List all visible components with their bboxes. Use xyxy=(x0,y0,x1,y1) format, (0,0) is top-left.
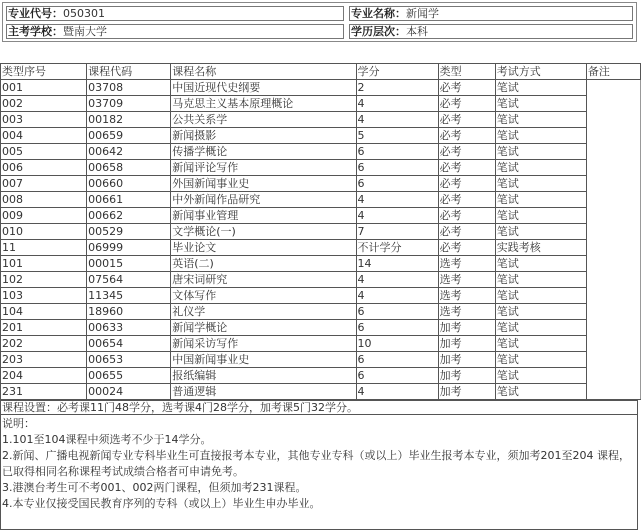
cell-credits: 4 xyxy=(356,192,438,208)
cell-name: 毕业论文 xyxy=(171,240,356,256)
cell-code: 00654 xyxy=(87,336,171,352)
cell-credits: 4 xyxy=(356,272,438,288)
header-remark: 备注 xyxy=(586,64,640,80)
cell-code: 03709 xyxy=(87,96,171,112)
table-row xyxy=(1,288,641,304)
cell-credits: 10 xyxy=(356,336,438,352)
header-credits: 学分 xyxy=(356,64,438,80)
cell-type: 必考 xyxy=(438,96,495,112)
course-settings: 课程设置：必考课11门48学分，选考课4门28学分，加考课5门32学分。 xyxy=(0,400,638,415)
cell-exam: 笔试 xyxy=(495,208,586,224)
cell-name: 唐宋词研究 xyxy=(171,272,356,288)
note-item: 2.新闻、广播电视新闻专业专科毕业生可直接报考本专业，其他专业专科（或以上）毕业生报考本专业，须加考201至204 课程，已取得相同名称课程考试成绩合格者可申请免考。 xyxy=(2,449,630,478)
cell-code: 00633 xyxy=(87,320,171,336)
major-code-value: 050301 xyxy=(63,7,105,20)
cell-credits: 7 xyxy=(356,224,438,240)
cell-seq: 203 xyxy=(1,352,87,368)
cell-exam: 实践考核 xyxy=(495,240,586,256)
table-row xyxy=(1,96,641,112)
cell-type: 必考 xyxy=(438,144,495,160)
note-item: 1.101至104课程中须选考不少于14学分。 xyxy=(2,433,212,446)
cell-type: 选考 xyxy=(438,272,495,288)
notes-section xyxy=(0,400,638,530)
cell-type: 必考 xyxy=(438,176,495,192)
cell-name: 新闻事业管理 xyxy=(171,208,356,224)
cell-type: 必考 xyxy=(438,208,495,224)
major-name-value: 新闻学 xyxy=(406,7,439,20)
course-table xyxy=(0,63,641,400)
cell-seq: 001 xyxy=(1,80,87,96)
cell-code: 00660 xyxy=(87,176,171,192)
cell-seq: 009 xyxy=(1,208,87,224)
cell-credits: 6 xyxy=(356,304,438,320)
cell-seq: 006 xyxy=(1,160,87,176)
table-row xyxy=(1,128,641,144)
cell-type: 加考 xyxy=(438,384,495,400)
table-row xyxy=(1,272,641,288)
cell-code: 00653 xyxy=(87,352,171,368)
cell-name: 报纸编辑 xyxy=(171,368,356,384)
cell-exam: 笔试 xyxy=(495,176,586,192)
cell-code: 07564 xyxy=(87,272,171,288)
cell-code: 00659 xyxy=(87,128,171,144)
cell-code: 00024 xyxy=(87,384,171,400)
note-item: 4.本专业仅接受国民教育序列的专科（或以上）毕业生申办毕业。 xyxy=(2,497,321,510)
cell-seq: 104 xyxy=(1,304,87,320)
cell-exam: 笔试 xyxy=(495,304,586,320)
level-value: 本科 xyxy=(406,25,428,38)
cell-name: 英语(二) xyxy=(171,256,356,272)
table-row xyxy=(1,176,641,192)
cell-seq: 204 xyxy=(1,368,87,384)
cell-code: 11345 xyxy=(87,288,171,304)
cell-type: 必考 xyxy=(438,112,495,128)
cell-exam: 笔试 xyxy=(495,80,586,96)
level-label: 学历层次： xyxy=(351,25,406,38)
major-code-cell xyxy=(6,6,344,21)
cell-credits: 6 xyxy=(356,352,438,368)
table-row xyxy=(1,144,641,160)
cell-exam: 笔试 xyxy=(495,192,586,208)
school-label: 主考学校： xyxy=(8,25,63,38)
cell-exam: 笔试 xyxy=(495,272,586,288)
major-name-label: 专业名称： xyxy=(351,7,406,20)
cell-type: 加考 xyxy=(438,368,495,384)
cell-type: 加考 xyxy=(438,320,495,336)
cell-code: 00655 xyxy=(87,368,171,384)
explanation-box xyxy=(0,415,638,530)
cell-name: 新闻学概论 xyxy=(171,320,356,336)
cell-seq: 002 xyxy=(1,96,87,112)
cell-type: 选考 xyxy=(438,304,495,320)
cell-credits: 6 xyxy=(356,176,438,192)
cell-exam: 笔试 xyxy=(495,320,586,336)
cell-credits: 5 xyxy=(356,128,438,144)
header-type: 类型 xyxy=(438,64,495,80)
table-row xyxy=(1,352,641,368)
cell-exam: 笔试 xyxy=(495,112,586,128)
table-row xyxy=(1,208,641,224)
cell-exam: 笔试 xyxy=(495,336,586,352)
table-row xyxy=(1,320,641,336)
cell-code: 06999 xyxy=(87,240,171,256)
cell-credits: 6 xyxy=(356,160,438,176)
cell-seq: 003 xyxy=(1,112,87,128)
header-exam: 考试方式 xyxy=(495,64,586,80)
table-row xyxy=(1,224,641,240)
cell-type: 必考 xyxy=(438,128,495,144)
cell-seq: 005 xyxy=(1,144,87,160)
cell-exam: 笔试 xyxy=(495,128,586,144)
cell-name: 传播学概论 xyxy=(171,144,356,160)
cell-credits: 不计学分 xyxy=(356,240,438,256)
cell-seq: 007 xyxy=(1,176,87,192)
cell-credits: 4 xyxy=(356,96,438,112)
table-row xyxy=(1,304,641,320)
cell-seq: 231 xyxy=(1,384,87,400)
cell-credits: 6 xyxy=(356,368,438,384)
cell-name: 中国新闻事业史 xyxy=(171,352,356,368)
cell-credits: 6 xyxy=(356,144,438,160)
cell-seq: 010 xyxy=(1,224,87,240)
cell-name: 礼仪学 xyxy=(171,304,356,320)
cell-exam: 笔试 xyxy=(495,144,586,160)
cell-credits: 14 xyxy=(356,256,438,272)
cell-exam: 笔试 xyxy=(495,352,586,368)
table-row xyxy=(1,368,641,384)
cell-exam: 笔试 xyxy=(495,288,586,304)
cell-type: 加考 xyxy=(438,352,495,368)
cell-code: 00529 xyxy=(87,224,171,240)
major-name-cell xyxy=(349,6,633,21)
cell-exam: 笔试 xyxy=(495,224,586,240)
cell-name: 普通逻辑 xyxy=(171,384,356,400)
cell-seq: 202 xyxy=(1,336,87,352)
notes-title: 说明： xyxy=(2,417,35,430)
remark-cell xyxy=(586,80,640,400)
cell-credits: 6 xyxy=(356,320,438,336)
cell-seq: 201 xyxy=(1,320,87,336)
school-value: 暨南大学 xyxy=(63,25,107,38)
major-code-label: 专业代号： xyxy=(8,7,63,20)
major-info-box xyxy=(2,2,637,42)
table-row xyxy=(1,80,641,96)
cell-name: 新闻摄影 xyxy=(171,128,356,144)
cell-credits: 4 xyxy=(356,384,438,400)
cell-code: 00015 xyxy=(87,256,171,272)
cell-credits: 4 xyxy=(356,112,438,128)
cell-name: 中外新闻作品研究 xyxy=(171,192,356,208)
cell-type: 选考 xyxy=(438,256,495,272)
cell-code: 00661 xyxy=(87,192,171,208)
cell-name: 中国近现代史纲要 xyxy=(171,80,356,96)
cell-name: 文体写作 xyxy=(171,288,356,304)
cell-type: 必考 xyxy=(438,224,495,240)
level-cell xyxy=(349,24,633,39)
table-row xyxy=(1,256,641,272)
cell-type: 加考 xyxy=(438,336,495,352)
header-name: 课程名称 xyxy=(171,64,356,80)
cell-exam: 笔试 xyxy=(495,256,586,272)
table-row xyxy=(1,336,641,352)
table-row xyxy=(1,160,641,176)
cell-code: 00182 xyxy=(87,112,171,128)
cell-name: 文学概论(一) xyxy=(171,224,356,240)
cell-type: 必考 xyxy=(438,240,495,256)
header-code: 课程代码 xyxy=(87,64,171,80)
cell-code: 00662 xyxy=(87,208,171,224)
cell-credits: 2 xyxy=(356,80,438,96)
cell-seq: 103 xyxy=(1,288,87,304)
table-row xyxy=(1,384,641,400)
cell-name: 新闻采访写作 xyxy=(171,336,356,352)
school-cell xyxy=(6,24,344,39)
cell-name: 公共关系学 xyxy=(171,112,356,128)
cell-type: 必考 xyxy=(438,160,495,176)
cell-exam: 笔试 xyxy=(495,368,586,384)
cell-seq: 102 xyxy=(1,272,87,288)
cell-seq: 008 xyxy=(1,192,87,208)
cell-name: 新闻评论写作 xyxy=(171,160,356,176)
cell-code: 03708 xyxy=(87,80,171,96)
cell-name: 外国新闻事业史 xyxy=(171,176,356,192)
cell-name: 马克思主义基本原理概论 xyxy=(171,96,356,112)
cell-code: 00642 xyxy=(87,144,171,160)
note-item: 3.港澳台考生可不考001、002两门课程，但须加考231课程。 xyxy=(2,481,307,494)
cell-code: 18960 xyxy=(87,304,171,320)
cell-type: 必考 xyxy=(438,192,495,208)
table-row xyxy=(1,240,641,256)
table-header-row xyxy=(1,64,641,80)
cell-code: 00658 xyxy=(87,160,171,176)
table-row xyxy=(1,112,641,128)
cell-credits: 4 xyxy=(356,208,438,224)
cell-credits: 4 xyxy=(356,288,438,304)
cell-exam: 笔试 xyxy=(495,96,586,112)
cell-seq: 004 xyxy=(1,128,87,144)
cell-seq: 101 xyxy=(1,256,87,272)
table-row xyxy=(1,192,641,208)
cell-type: 选考 xyxy=(438,288,495,304)
cell-exam: 笔试 xyxy=(495,384,586,400)
cell-type: 必考 xyxy=(438,80,495,96)
cell-seq: 11 xyxy=(1,240,87,256)
header-seq: 类型序号 xyxy=(1,64,87,80)
cell-exam: 笔试 xyxy=(495,160,586,176)
